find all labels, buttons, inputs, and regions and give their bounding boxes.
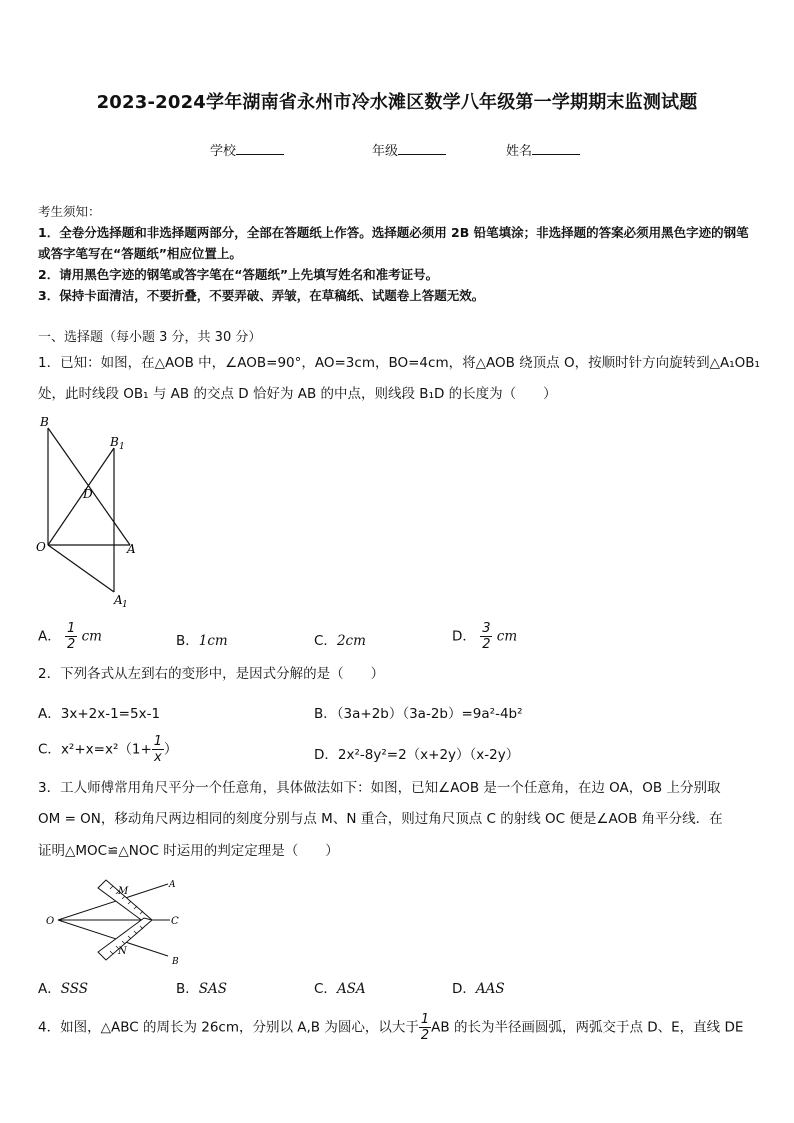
option-letter: C． bbox=[314, 981, 337, 997]
option-text: （3a+2b）（3a-2b）=9a²-4b² bbox=[336, 706, 523, 722]
q3-figure bbox=[40, 872, 200, 968]
numerator: 1 bbox=[420, 1012, 430, 1027]
q3-line2: OM = ON，移动角尺两边相同的刻度分别与点 M、N 重合，则过角尺顶点 C 的射线 OC 便是∠AOB 角平分线．在 bbox=[38, 811, 723, 827]
option-text: ASA bbox=[336, 981, 366, 997]
q3-line3: 证明△MOC≌△NOC 时运用的判定定理是（ ） bbox=[38, 843, 339, 859]
seg-OB1 bbox=[48, 448, 114, 545]
q1-line2: 处，此时线段 OB₁ 与 AB 的交点 D 恰好为 AB 的中点，则线段 B₁D 的长度为（ ） bbox=[38, 386, 557, 402]
label-B: B bbox=[172, 957, 179, 967]
seg-OA1 bbox=[48, 545, 114, 592]
option-letter: D． bbox=[452, 628, 476, 645]
q3-line1: 3．工人师傅常用角尺平分一个任意角，具体做法如下：如图，已知∠AOB 是一个任意角，在边 OA，OB 上分别取 bbox=[38, 780, 721, 796]
label-B: B bbox=[40, 415, 49, 429]
option-text: SAS bbox=[198, 981, 228, 997]
fraction bbox=[65, 621, 77, 652]
name-blank bbox=[532, 142, 580, 155]
school-field bbox=[210, 140, 284, 159]
label-O: O bbox=[46, 916, 55, 927]
note-1: 1．全卷分选择题和非选择题两部分，全部在答题纸上作答。选择题必须用 2B 铅笔填涂；非选择题的答案必须用黑色字迹的钢笔或答字笔写在“答题纸”相应位置上。 bbox=[38, 225, 749, 261]
note-2: 2．请用黑色字迹的钢笔或答字笔在“答题纸”上先填写姓名和准考证号。 bbox=[38, 267, 439, 282]
fraction bbox=[152, 734, 164, 765]
option-text: ） bbox=[164, 741, 178, 758]
option-text: 1cm bbox=[198, 633, 228, 649]
label-B1: B bbox=[110, 435, 119, 449]
numerator: 1 bbox=[153, 734, 163, 749]
fraction bbox=[419, 1012, 431, 1043]
section-heading: 一、选择题（每小题 3 分，共 30 分） bbox=[38, 330, 262, 345]
option-letter: A． bbox=[38, 628, 61, 645]
label-M: M bbox=[118, 886, 129, 897]
numerator: 1 bbox=[67, 621, 76, 636]
q2-option-d bbox=[314, 743, 519, 763]
name-field bbox=[506, 140, 580, 159]
option-letter: B． bbox=[176, 981, 199, 997]
option-letter: D． bbox=[452, 981, 476, 997]
q1-option-b bbox=[176, 629, 228, 649]
label-A1-sub: 1 bbox=[122, 600, 128, 610]
label-O: O bbox=[36, 540, 46, 554]
denominator: x bbox=[154, 750, 162, 765]
label-D: D bbox=[83, 487, 93, 501]
q2-stem: 2．下列各式从左到右的变形中，是因式分解的是（ ） bbox=[38, 666, 385, 682]
option-text: AAS bbox=[475, 981, 505, 997]
label-N: N bbox=[118, 946, 127, 957]
numerator: 3 bbox=[482, 621, 491, 636]
option-letter: B． bbox=[314, 706, 337, 722]
q3-option-b bbox=[176, 977, 227, 997]
q4-text-pre: 4．如图，△ABC 的周长为 26cm，分别以 A,B 为圆心，以大于 bbox=[38, 1019, 419, 1036]
denominator: 2 bbox=[67, 637, 76, 652]
option-letter: D． bbox=[314, 747, 338, 763]
option-letter: C． bbox=[38, 741, 61, 758]
q3-option-c bbox=[314, 977, 366, 997]
label-C: C bbox=[171, 916, 179, 927]
denominator: 2 bbox=[482, 637, 491, 652]
grade-field bbox=[372, 140, 446, 159]
label-B1-sub: 1 bbox=[119, 442, 125, 452]
option-letter: B． bbox=[176, 633, 199, 649]
q2-option-b bbox=[314, 702, 523, 722]
option-letter: A． bbox=[38, 981, 61, 997]
label-A: A bbox=[169, 880, 176, 890]
option-text: SSS bbox=[60, 981, 89, 997]
q1-option-c bbox=[314, 629, 366, 649]
q4-stem bbox=[38, 1012, 760, 1043]
q4-text-post: AB 的长为半径画圆弧，两弧交于点 D、E，直线 DE bbox=[431, 1019, 744, 1036]
option-letter: C． bbox=[314, 633, 337, 649]
grade-blank bbox=[398, 142, 446, 155]
option-letter: A． bbox=[38, 706, 61, 722]
option-text: 2x²-8y²=2（x+2y）（x-2y） bbox=[337, 747, 520, 763]
denominator: 2 bbox=[420, 1028, 430, 1043]
school-label: 学校 bbox=[210, 144, 237, 159]
school-blank bbox=[236, 142, 284, 155]
q2-option-a bbox=[38, 702, 160, 722]
q1-figure bbox=[30, 412, 150, 610]
unit: cm bbox=[81, 628, 102, 645]
option-text: 3x+2x-1=5x-1 bbox=[60, 706, 161, 722]
fraction bbox=[480, 621, 492, 652]
label-A: A bbox=[127, 542, 136, 556]
page-title: 2023-2024学年湖南省永州市冷水滩区数学八年级第一学期期末监测试题 bbox=[96, 92, 698, 113]
q1-line1: 1．已知：如图，在△AOB 中，∠AOB=90°，AO=3cm，BO=4cm，将△AOB 绕顶点 O，按顺时针方向旋转到△A₁OB₁ bbox=[38, 355, 760, 371]
unit: cm bbox=[496, 628, 518, 645]
label-A1: A bbox=[114, 593, 123, 607]
note-3: 3．保持卡面清洁，不要折叠，不要弄破、弄皱，在草稿纸、试题卷上答题无效。 bbox=[38, 288, 485, 303]
q2-option-c bbox=[38, 734, 178, 765]
notes-heading: 考生须知： bbox=[38, 204, 101, 219]
option-text: x²+x=x²（1+ bbox=[60, 741, 152, 758]
q1-option-a bbox=[38, 621, 102, 652]
q1-option-d bbox=[452, 621, 517, 652]
option-text: 2cm bbox=[336, 633, 366, 649]
q3-option-a bbox=[38, 977, 88, 997]
grade-label: 年级 bbox=[372, 144, 399, 159]
name-label: 姓名 bbox=[506, 144, 533, 159]
q3-option-d bbox=[452, 977, 505, 997]
